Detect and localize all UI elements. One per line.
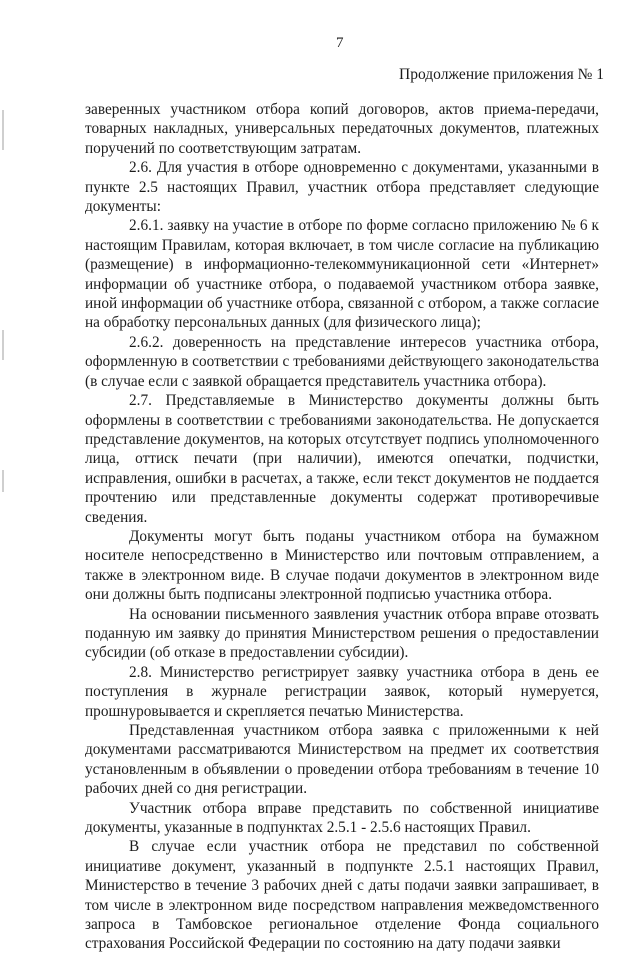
page-number: 7 bbox=[336, 35, 344, 51]
paragraph: 2.6. Для участия в отборе одновременно с документами, указанными в пункте 2.5 настоящих Правил, участник отбора представляет следующие документы: bbox=[85, 159, 599, 216]
paragraph: В случае если участник отбора не представил по собственной инициативе документ, указанный в подпункте 2.5.1 настоящих Правил, Министерство в течение 3 рабочих дней с даты подачи заявки запрашивает, в том числе в электронном виде посредством направления межведомственного запроса в Тамбовское региональное отделение Фонда социального страхования Российской Федерации по состоянию на дату подачи заявки bbox=[85, 838, 599, 953]
paragraph: Участник отбора вправе представить по собственной инициативе документы, указанные в подпунктах 2.5.1 - 2.5.6 настоящих Правил. bbox=[85, 799, 599, 837]
paragraph: 2.6.2. доверенность на представление интересов участника отбора, оформленную в соответствии с требованиями действующего законодательства (в случае если с заявкой обращается представитель участника отбора). bbox=[85, 333, 599, 390]
paragraph: заверенных участником отбора копий договоров, актов приема-передачи, товарных накладных, универсальных передаточных документов, платежных поручений по соответствующим затратам. bbox=[85, 101, 599, 157]
paragraph: 2.7. Представляемые в Министерство документы должны быть оформлены в соответствии с требованиями законодательства. Не допускается представление документов, на которых отсутствует подпись уполномоченного лица, оттиск печати (при наличии), имеются опечатки, подчистки, исправления, ошибки в расчетах, а также, если текст документов не поддается прочтению или представленные документы содержат противоречивые сведения. bbox=[85, 392, 599, 526]
continuation-label: Продолжение приложения № 1 bbox=[399, 66, 604, 83]
scan-edge-mark bbox=[2, 470, 4, 492]
paragraph: 2.8. Министерство регистрирует заявку участника отбора в день ее поступления в журнале регистрации заявок, который нумеруется, прошнуровывается и скрепляется печатью Министерства. bbox=[85, 663, 599, 720]
scan-edge-mark bbox=[2, 330, 4, 360]
paragraph: На основании письменного заявления участник отбора вправе отозвать поданную им заявку до принятия Министерством решения о предоставлении субсидии (об отказе в предоставлении субсидии). bbox=[85, 605, 599, 662]
scan-edge-mark bbox=[2, 110, 4, 150]
document-body bbox=[85, 100, 599, 954]
paragraph: 2.6.1. заявку на участие в отборе по форме согласно приложению № 6 к настоящим Правилам, которая включает, в том числе согласие на публикацию (размещение) в информационно-телекоммуникационной сети «Интернет» информации об участнике отбора, о подаваемой участником отбора заявке, иной информации об участнике отбора, связанной с отбором, а также согласие на обработку персональных данных (для физического лица); bbox=[85, 217, 599, 332]
paragraph: Представленная участником отбора заявка с приложенными к ней документами рассматриваются Министерством на предмет их соответствия установленным в объявлении о проведении отбора требованиям в течение 10 рабочих дней со дня регистрации. bbox=[85, 722, 599, 798]
paragraph: Документы могут быть поданы участником отбора на бумажном носителе непосредственно в Министерство или почтовым отправлением, а также в электронном виде. В случае подачи документов в электронном виде они должны быть подписаны электронной подписью участника отбора. bbox=[85, 527, 599, 604]
